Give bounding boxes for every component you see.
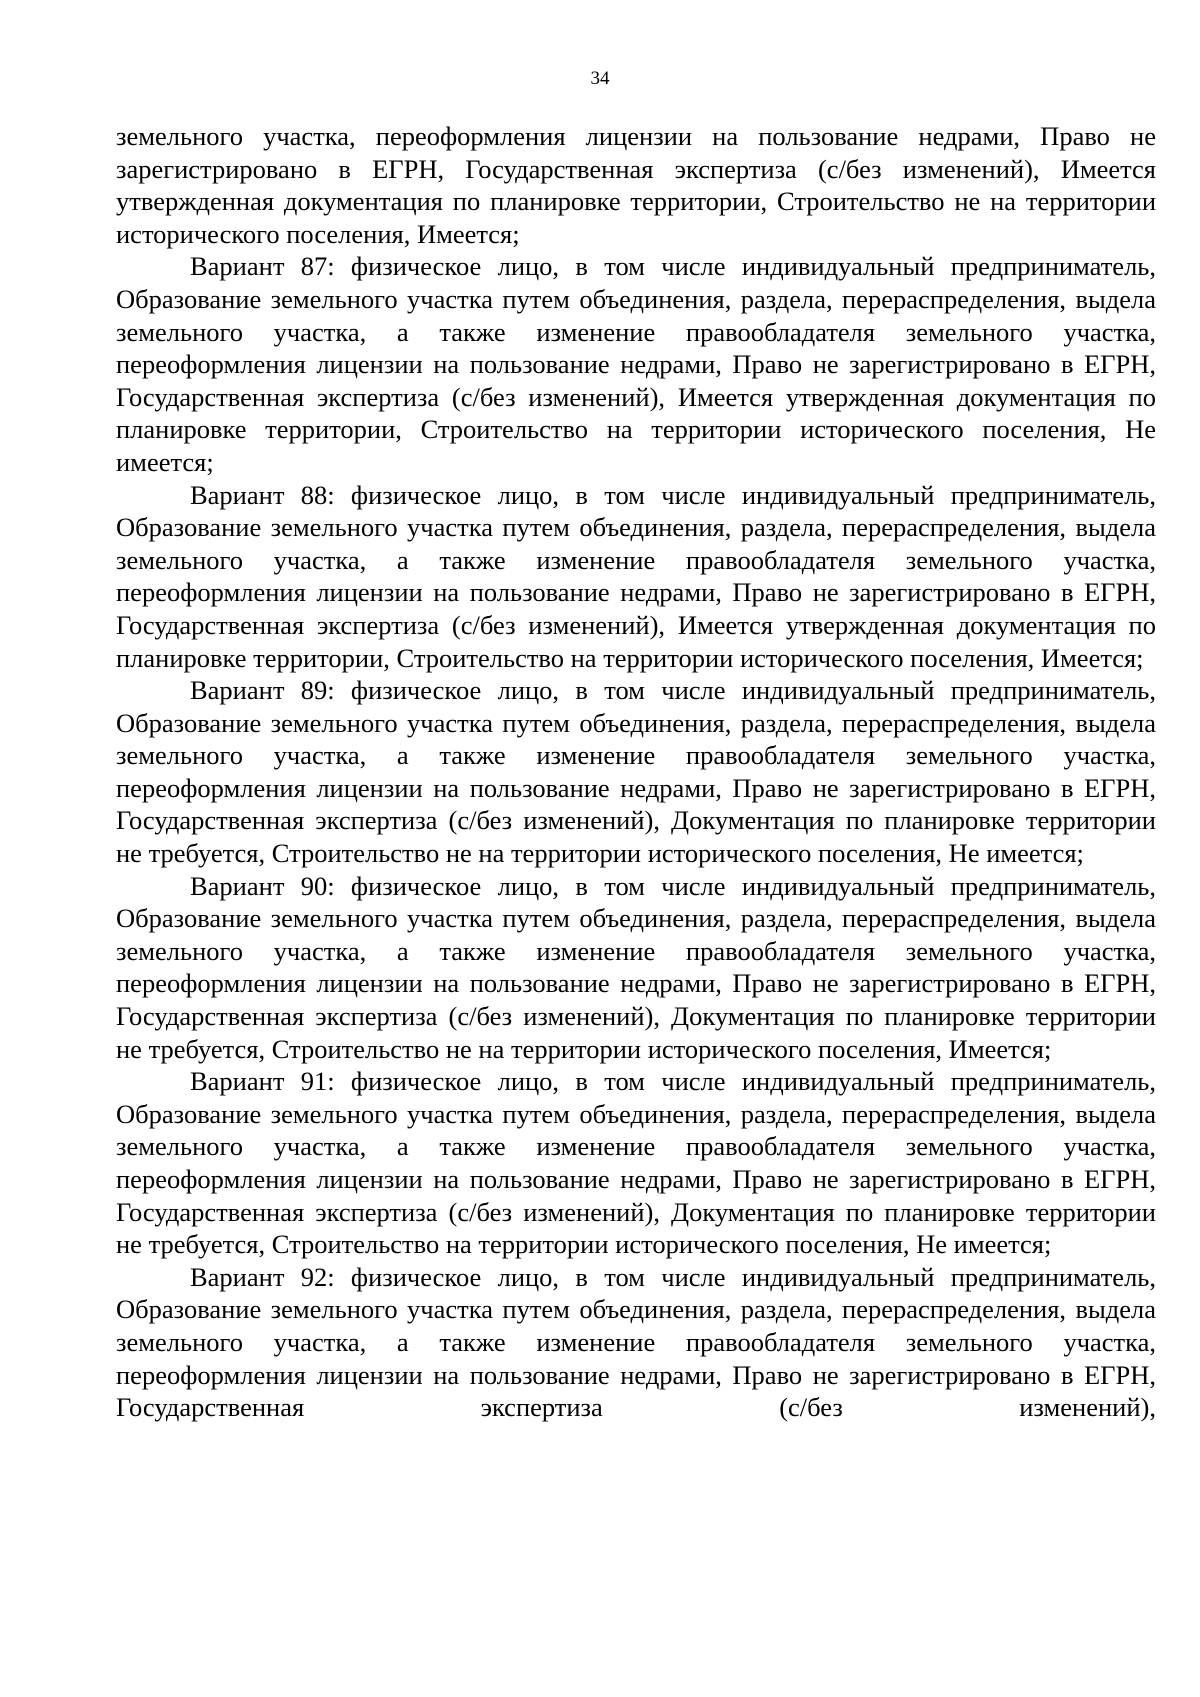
page-number: 34	[590, 68, 610, 89]
paragraph-variant-88: Вариант 88: физическое лицо, в том числе индивидуальный предприниматель, Образование земельного участка путем объединения, раздела, перераспределения, выдела земельного участка, а также изменение правообладателя земельного участка, переоформления лицензии на пользование недрами, Право не зарегистрировано в ЕГРН, Государственная экспертиза (с/без изменений), Имеется утвержденная документация по планировке территории, Строительство на территории исторического поселения, Имеется;	[116, 479, 1156, 673]
paragraph-variant-89: Вариант 89: физическое лицо, в том числе индивидуальный предприниматель, Образование земельного участка путем объединения, раздела, перераспределения, выдела земельного участка, а также изменение правообладателя земельного участка, переоформления лицензии на пользование недрами, Право не зарегистрировано в ЕГРН, Государственная экспертиза (с/без изменений), Документация по планировке территории не требуется, Строительство не на территории исторического поселения, Не имеется;	[116, 675, 1156, 869]
paragraph-continuation: земельного участка, переоформления лицензии на пользование недрами, Право не зарегистрировано в ЕГРН, Государственная экспертиза (с/без изменений), Имеется утвержденная документация по планировке территории, Строительство не на территории исторического поселения, Имеется;	[116, 121, 1156, 249]
paragraph-variant-87: Вариант 87: физическое лицо, в том числе индивидуальный предприниматель, Образование земельного участка путем объединения, раздела, перераспределения, выдела земельного участка, а также изменение правообладателя земельного участка, переоформления лицензии на пользование недрами, Право не зарегистрировано в ЕГРН, Государственная экспертиза (с/без изменений), Имеется утвержденная документация по планировке территории, Строительство на территории исторического поселения, Не имеется;	[116, 251, 1156, 477]
paragraph-variant-91: Вариант 91: физическое лицо, в том числе индивидуальный предприниматель, Образование земельного участка путем объединения, раздела, перераспределения, выдела земельного участка, а также изменение правообладателя земельного участка, переоформления лицензии на пользование недрами, Право не зарегистрировано в ЕГРН, Государственная экспертиза (с/без изменений), Документация по планировке территории не требуется, Строительство на территории исторического поселения, Не имеется;	[116, 1066, 1156, 1260]
paragraph-variant-90: Вариант 90: физическое лицо, в том числе индивидуальный предприниматель, Образование земельного участка путем объединения, раздела, перераспределения, выдела земельного участка, а также изменение правообладателя земельного участка, переоформления лицензии на пользование недрами, Право не зарегистрировано в ЕГРН, Государственная экспертиза (с/без изменений), Документация по планировке территории не требуется, Строительство не на территории исторического поселения, Имеется;	[116, 870, 1156, 1064]
document-body	[116, 120, 1156, 1424]
paragraph-variant-92: Вариант 92: физическое лицо, в том числе индивидуальный предприниматель, Образование земельного участка путем объединения, раздела, перераспределения, выдела земельного участка, а также изменение правообладателя земельного участка, переоформления лицензии на пользование недрами, Право не зарегистрировано в ЕГРН, Государственная экспертиза (с/без изменений),	[116, 1261, 1156, 1423]
